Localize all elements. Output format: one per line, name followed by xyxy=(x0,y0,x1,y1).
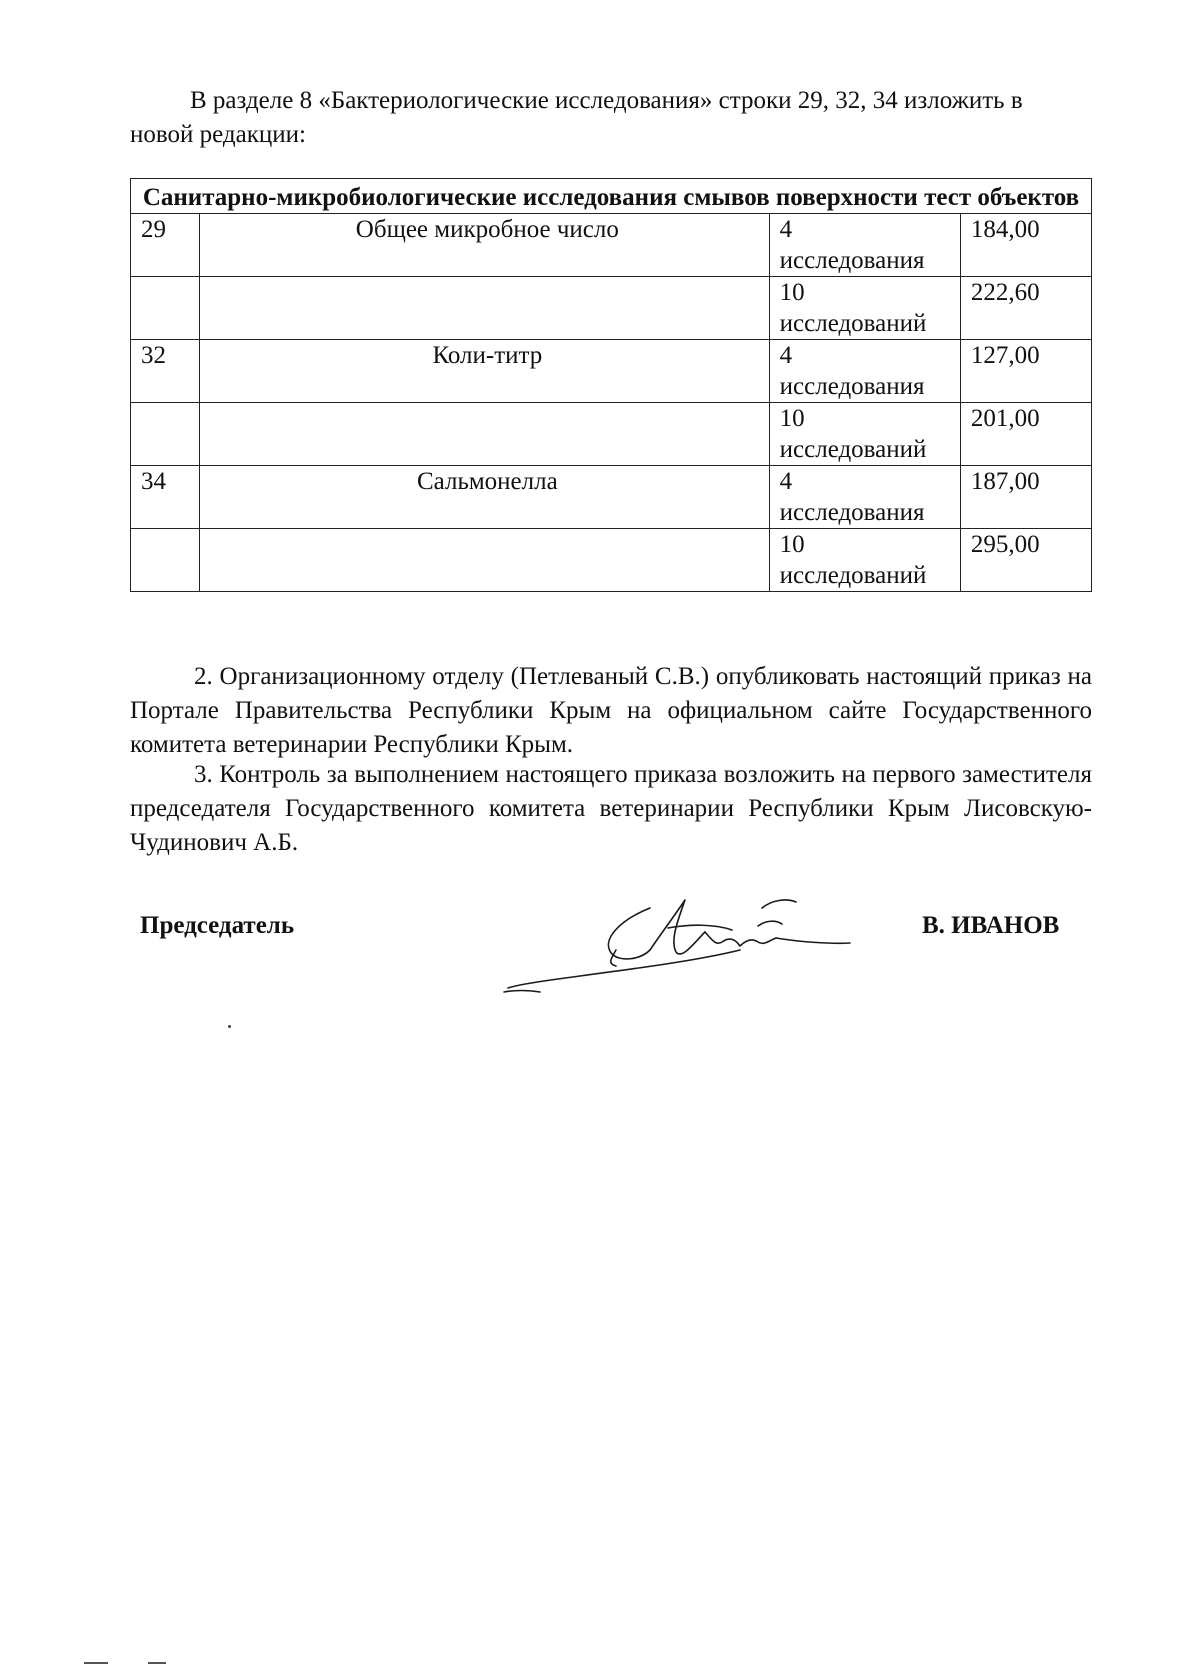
row-name xyxy=(200,277,770,340)
quantity-number: 4 xyxy=(779,342,793,369)
row-price: 295,00 xyxy=(960,529,1091,592)
table-row xyxy=(131,466,1092,529)
quantity-unit: исследования xyxy=(779,247,925,274)
row-price: 187,00 xyxy=(960,466,1091,529)
row-price: 184,00 xyxy=(960,214,1091,277)
row-number xyxy=(131,529,200,592)
row-quantity xyxy=(769,466,960,529)
row-name: Сальмонелла xyxy=(200,466,770,529)
quantity-number: 10 xyxy=(779,405,805,432)
row-quantity xyxy=(769,340,960,403)
table-row xyxy=(131,277,1092,340)
quantity-number: 10 xyxy=(779,531,805,558)
scan-edge-marks xyxy=(84,1660,184,1666)
row-price: 222,60 xyxy=(960,277,1091,340)
table-row xyxy=(131,214,1092,277)
quantity-unit: исследования xyxy=(779,499,925,526)
signatory-name: В. ИВАНОВ xyxy=(922,912,1060,939)
quantity-unit: исследований xyxy=(779,310,927,337)
table-header-row xyxy=(131,179,1092,214)
row-number: 32 xyxy=(131,340,200,403)
handwritten-signature xyxy=(500,880,880,1020)
quantity-unit: исследования xyxy=(779,373,925,400)
quantity-unit: исследований xyxy=(779,436,927,463)
row-name xyxy=(200,403,770,466)
row-name: Общее микробное число xyxy=(200,214,770,277)
row-number: 34 xyxy=(131,466,200,529)
row-price: 127,00 xyxy=(960,340,1091,403)
table-row xyxy=(131,340,1092,403)
paragraph-publish: 2. Организационному отделу (Петлеваный С.В.) опубликовать настоящий приказ на Портале Правительства Республики Крым на официальном сайте Государственного комитета ветеринарии Республики Крым. xyxy=(130,663,1092,758)
row-quantity xyxy=(769,277,960,340)
row-number: 29 xyxy=(131,214,200,277)
row-quantity xyxy=(769,403,960,466)
scan-speck xyxy=(228,1025,231,1028)
quantity-number: 10 xyxy=(779,279,805,306)
price-table xyxy=(130,178,1092,592)
row-number xyxy=(131,277,200,340)
intro-paragraph: В разделе 8 «Бактериологические исследования» строки 29, 32, 34 изложить в новой редакции: xyxy=(130,87,1023,148)
table-row xyxy=(131,529,1092,592)
row-number xyxy=(131,403,200,466)
quantity-unit: исследований xyxy=(779,562,927,589)
row-price: 201,00 xyxy=(960,403,1091,466)
quantity-number: 4 xyxy=(779,216,793,243)
row-quantity xyxy=(769,529,960,592)
table-row xyxy=(131,403,1092,466)
row-name xyxy=(200,529,770,592)
signatory-role: Председатель xyxy=(140,912,295,939)
row-name: Коли-титр xyxy=(200,340,770,403)
paragraph-control: 3. Контроль за выполнением настоящего приказа возложить на первого заместителя председателя Государственного комитета ветеринарии Республики Крым Лисовскую-Чудинович А.Б. xyxy=(130,761,1092,856)
row-quantity xyxy=(769,214,960,277)
quantity-number: 4 xyxy=(779,468,793,495)
table-header: Санитарно-микробиологические исследования смывов поверхности тест объектов xyxy=(131,179,1092,214)
